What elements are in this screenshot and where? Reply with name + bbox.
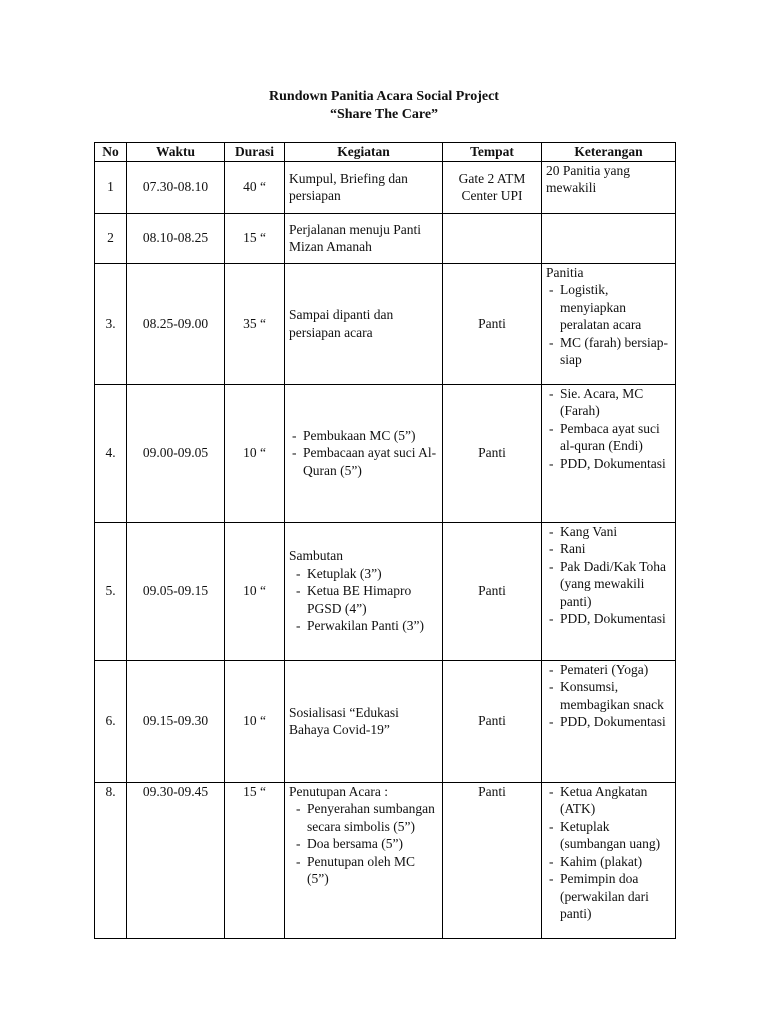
row-number: 4. bbox=[105, 445, 116, 461]
row-time: 07.30-08.10 bbox=[142, 179, 209, 195]
activity-list bbox=[289, 427, 438, 480]
table-row bbox=[95, 161, 676, 213]
cell-tempat bbox=[443, 161, 542, 213]
row-number: 5. bbox=[105, 583, 116, 599]
cell-no bbox=[95, 384, 127, 522]
list-item: - Ketua Angkatan (ATK) bbox=[546, 783, 671, 818]
list-item: - Kang Vani bbox=[546, 523, 671, 541]
cell-waktu bbox=[127, 660, 225, 782]
note-text: 20 Panitia yang mewakili bbox=[546, 162, 630, 195]
cell-waktu bbox=[127, 161, 225, 213]
list-item: - Rani bbox=[546, 540, 671, 558]
list-item: - Pemimpin doa (perwakilan dari panti) bbox=[546, 870, 671, 923]
header-keterangan: Keterangan bbox=[542, 143, 676, 162]
row-duration: 40 “ bbox=[243, 179, 266, 195]
row-duration: 35 “ bbox=[243, 315, 266, 331]
row-time: 08.10-08.25 bbox=[142, 230, 209, 246]
row-time: 09.00-09.05 bbox=[142, 445, 209, 461]
list-item: - Konsumsi, membagikan snack bbox=[546, 678, 671, 713]
row-duration: 15 “ bbox=[243, 783, 266, 799]
list-item: - PDD, Dokumentasi bbox=[546, 610, 671, 628]
table-row bbox=[95, 660, 676, 782]
cell-tempat bbox=[443, 213, 542, 263]
row-duration: 10 “ bbox=[243, 583, 266, 599]
cell-no bbox=[95, 660, 127, 782]
cell-keterangan bbox=[542, 782, 676, 938]
cell-durasi bbox=[225, 161, 285, 213]
table-header-row bbox=[95, 143, 676, 162]
note-list bbox=[546, 661, 671, 731]
list-item: - Penutupan oleh MC (5”) bbox=[293, 853, 438, 888]
list-item: - Pembaca ayat suci al-quran (Endi) bbox=[546, 420, 671, 455]
list-item: - Pemateri (Yoga) bbox=[546, 661, 671, 679]
row-place: Panti bbox=[478, 315, 506, 331]
cell-waktu bbox=[127, 263, 225, 384]
list-item: - Pembukaan MC (5”) bbox=[289, 427, 438, 445]
activity-text: Sosialisasi “Edukasi Bahaya Covid-19” bbox=[289, 704, 399, 737]
row-duration: 15 “ bbox=[243, 230, 266, 246]
row-place: Panti bbox=[478, 583, 506, 599]
row-number: 6. bbox=[105, 713, 116, 729]
cell-kegiatan bbox=[285, 213, 443, 263]
cell-durasi bbox=[225, 782, 285, 938]
table-row bbox=[95, 263, 676, 384]
cell-no bbox=[95, 161, 127, 213]
cell-kegiatan bbox=[285, 660, 443, 782]
list-item: - PDD, Dokumentasi bbox=[546, 713, 671, 731]
list-item: - Ketua BE Himapro PGSD (4”) bbox=[293, 582, 438, 617]
activity-text: Kumpul, Briefing dan persiapan bbox=[289, 170, 408, 203]
activity-text: Penutupan Acara : bbox=[289, 783, 388, 799]
header-durasi: Durasi bbox=[225, 143, 285, 162]
cell-durasi bbox=[225, 660, 285, 782]
list-item: - MC (farah) bersiap-siap bbox=[546, 334, 671, 369]
document-subtitle: “Share The Care” bbox=[329, 107, 439, 122]
activity-text: Sambutan bbox=[289, 548, 343, 564]
row-number: 2 bbox=[107, 230, 114, 246]
row-time: 08.25-09.00 bbox=[142, 315, 209, 331]
cell-keterangan bbox=[542, 213, 676, 263]
list-item: - Perwakilan Panti (3”) bbox=[293, 617, 438, 635]
note-list bbox=[546, 385, 671, 473]
cell-durasi bbox=[225, 213, 285, 263]
cell-keterangan bbox=[542, 660, 676, 782]
list-item: - Pak Dadi/Kak Toha (yang mewakili panti) bbox=[546, 558, 671, 611]
cell-waktu bbox=[127, 522, 225, 660]
cell-tempat bbox=[443, 782, 542, 938]
cell-kegiatan bbox=[285, 161, 443, 213]
header-waktu: Waktu bbox=[127, 143, 225, 162]
cell-waktu bbox=[127, 384, 225, 522]
cell-no bbox=[95, 522, 127, 660]
table-row bbox=[95, 782, 676, 938]
list-item: - Doa bersama (5”) bbox=[293, 835, 438, 853]
row-number: 1 bbox=[107, 179, 114, 195]
list-item: - Sie. Acara, MC (Farah) bbox=[546, 385, 671, 420]
row-time: 09.30-09.45 bbox=[142, 783, 209, 799]
rundown-table bbox=[94, 142, 676, 939]
note-list bbox=[546, 281, 671, 369]
cell-durasi bbox=[225, 263, 285, 384]
cell-durasi bbox=[225, 522, 285, 660]
note-list bbox=[546, 783, 671, 923]
table-row bbox=[95, 213, 676, 263]
header-no: No bbox=[95, 143, 127, 162]
list-item: - Ketuplak (3”) bbox=[293, 565, 438, 583]
row-duration: 10 “ bbox=[243, 713, 266, 729]
note-list bbox=[546, 523, 671, 628]
row-time: 09.05-09.15 bbox=[142, 583, 209, 599]
cell-waktu bbox=[127, 213, 225, 263]
cell-tempat bbox=[443, 263, 542, 384]
cell-no bbox=[95, 782, 127, 938]
header-tempat: Tempat bbox=[443, 143, 542, 162]
list-item: - Pembacaan ayat suci Al-Quran (5”) bbox=[289, 444, 438, 479]
cell-durasi bbox=[225, 384, 285, 522]
activity-text: Perjalanan menuju Panti Mizan Amanah bbox=[289, 221, 421, 254]
row-place: Gate 2 ATM Center UPI bbox=[458, 170, 526, 203]
cell-keterangan bbox=[542, 384, 676, 522]
cell-keterangan bbox=[542, 522, 676, 660]
activity-text: Sampai dipanti dan persiapan acara bbox=[289, 307, 394, 340]
row-number: 8. bbox=[105, 783, 116, 799]
row-place: Panti bbox=[478, 713, 506, 729]
document-title: Rundown Panitia Acara Social Project bbox=[269, 89, 499, 104]
cell-no bbox=[95, 263, 127, 384]
cell-tempat bbox=[443, 384, 542, 522]
list-item: - PDD, Dokumentasi bbox=[546, 455, 671, 473]
activity-list bbox=[289, 565, 438, 635]
cell-kegiatan bbox=[285, 522, 443, 660]
cell-keterangan bbox=[542, 161, 676, 213]
cell-waktu bbox=[127, 782, 225, 938]
list-item: - Penyerahan sumbangan secara simbolis (5”) bbox=[293, 800, 438, 835]
cell-no bbox=[95, 213, 127, 263]
list-item: - Ketuplak (sumbangan uang) bbox=[546, 818, 671, 853]
cell-kegiatan bbox=[285, 263, 443, 384]
row-time: 09.15-09.30 bbox=[142, 713, 209, 729]
table-row bbox=[95, 522, 676, 660]
list-item: - Logistik, menyiapkan peralatan acara bbox=[546, 281, 671, 334]
list-item: - Kahim (plakat) bbox=[546, 853, 671, 871]
activity-list bbox=[289, 800, 438, 888]
note-text: Panitia bbox=[546, 264, 584, 280]
cell-kegiatan bbox=[285, 782, 443, 938]
row-duration: 10 “ bbox=[243, 445, 266, 461]
cell-keterangan bbox=[542, 263, 676, 384]
cell-tempat bbox=[443, 660, 542, 782]
row-place: Panti bbox=[478, 445, 506, 461]
cell-kegiatan bbox=[285, 384, 443, 522]
header-kegiatan: Kegiatan bbox=[285, 143, 443, 162]
table-row bbox=[95, 384, 676, 522]
row-place: Panti bbox=[478, 783, 506, 799]
cell-tempat bbox=[443, 522, 542, 660]
row-number: 3. bbox=[105, 315, 116, 331]
